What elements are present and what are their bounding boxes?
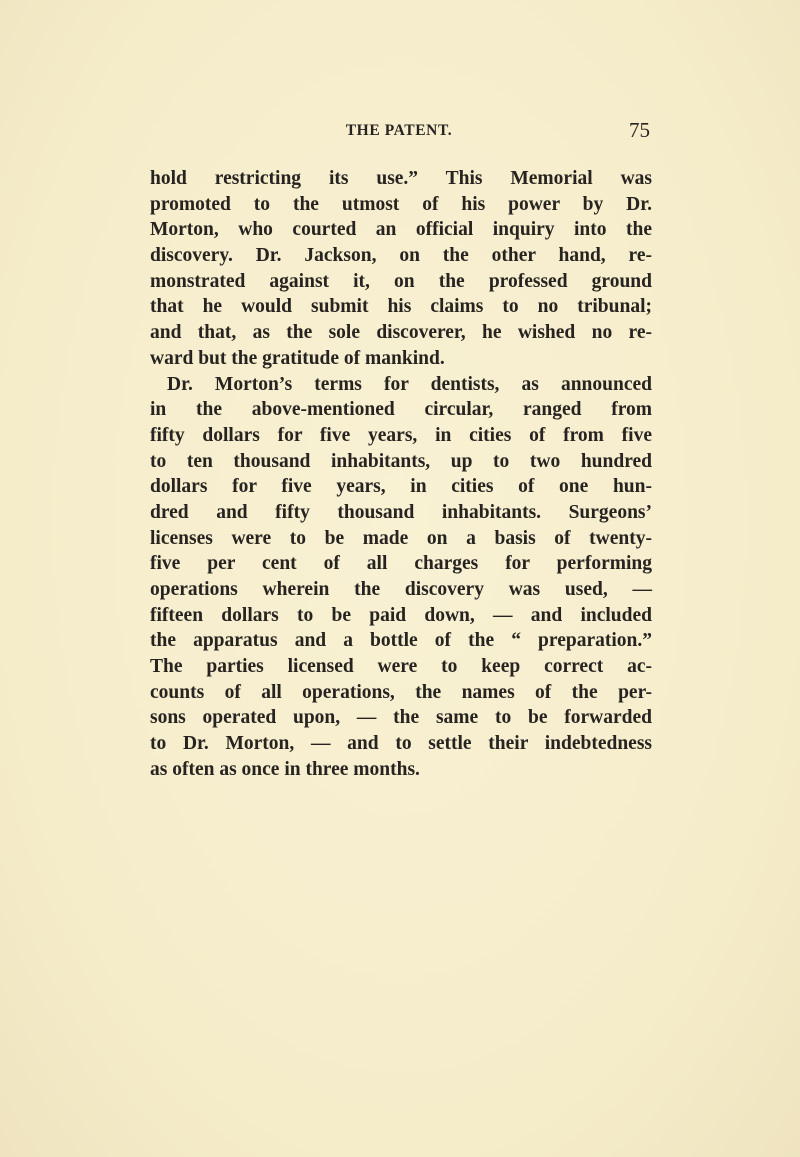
running-head [148, 120, 650, 144]
text-line: and that, as the sole discoverer, he wished no re- [150, 322, 652, 344]
paragraph-first-line: Dr. Morton’s terms for dentists, as announced [167, 373, 652, 395]
text-line: promoted to the utmost of his power by Dr. [150, 193, 652, 215]
text-line: Morton, who courted an official inquiry into the [150, 219, 652, 241]
text-line: as often as once in three months. [150, 758, 420, 780]
text-line: The parties licensed were to keep correct ac- [150, 656, 652, 678]
text-line: sons operated upon, — the same to be forwarded [150, 707, 652, 729]
page-number: 75 [629, 118, 650, 142]
body-text [150, 166, 652, 783]
text-line: five per cent of all charges for performing [150, 553, 652, 575]
text-line: to Dr. Morton, — and to settle their indebtedness [150, 733, 652, 755]
text-line: counts of all operations, the names of the per- [150, 681, 652, 703]
chapter-title: THE PATENT. [345, 122, 453, 139]
text-line: discovery. Dr. Jackson, on the other hand, re- [150, 245, 652, 267]
text-line: dred and fifty thousand inhabitants. Surgeons’ [150, 501, 652, 523]
text-line: operations wherein the discovery was used, — [150, 579, 652, 600]
text-line: licenses were to be made on a basis of twenty- [150, 527, 652, 549]
text-line: dollars for five years, in cities of one hun- [150, 476, 652, 498]
text-line: fifty dollars for five years, in cities of from five [150, 424, 652, 446]
text-line: monstrated against it, on the professed ground [150, 270, 652, 292]
text-line: in the above-mentioned circular, ranged from [150, 399, 652, 421]
text-line: hold restricting its use.” This Memorial was [150, 168, 652, 189]
text-line: the apparatus and a bottle of the “ preparation.” [150, 630, 652, 652]
text-line: fifteen dollars to be paid down, — and included [150, 604, 652, 626]
text-line: to ten thousand inhabitants, up to two hundred [150, 450, 652, 472]
text-line: ward but the gratitude of mankind. [150, 347, 445, 369]
text-line: that he would submit his claims to no tribunal; [150, 296, 652, 318]
